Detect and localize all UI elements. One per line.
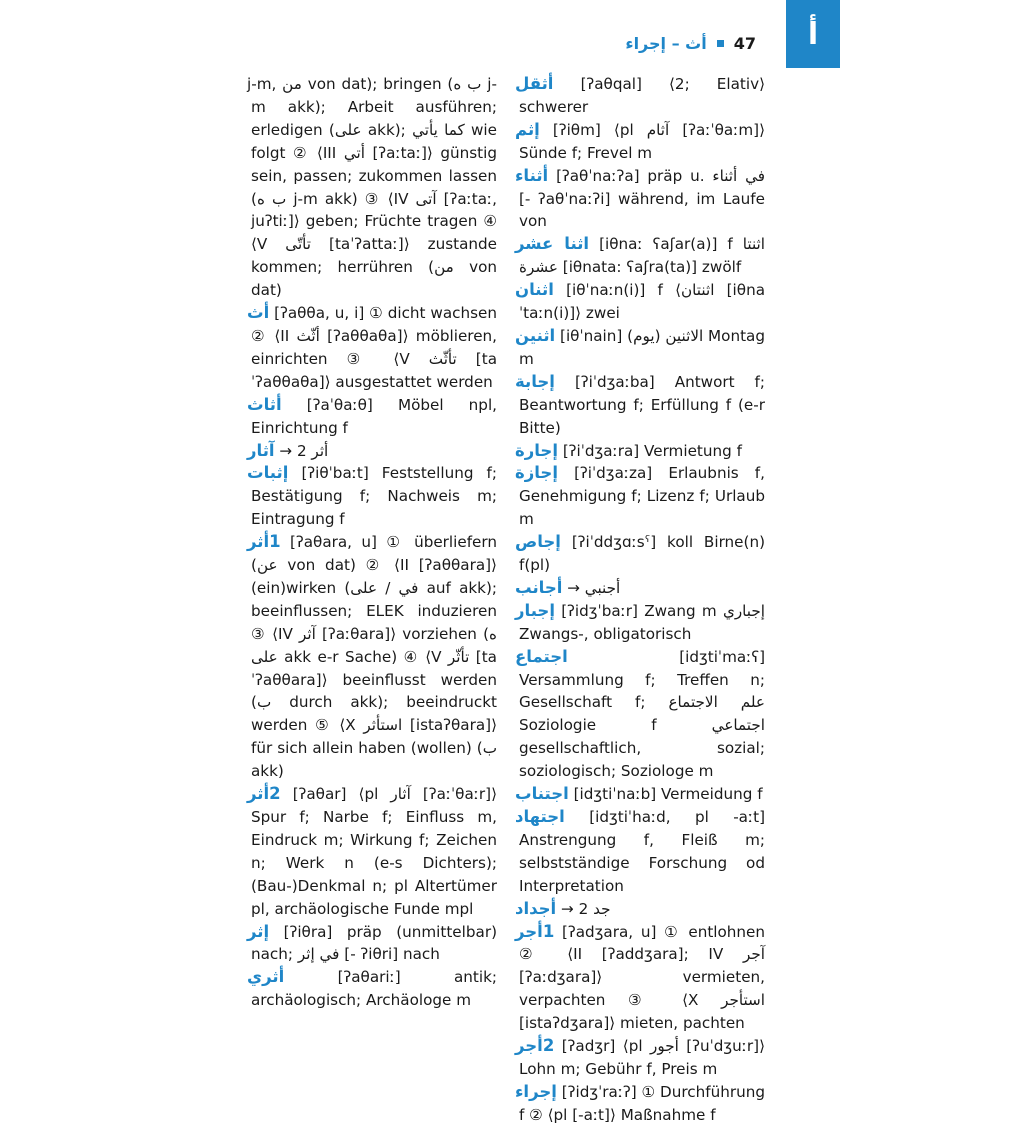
entry-headword: اثنين xyxy=(515,325,556,345)
section-letter: أ xyxy=(807,16,819,52)
entry-headword: أثقل xyxy=(515,74,554,93)
entry-headword: أثري xyxy=(247,967,285,987)
entry-definition: [iθˈnain] (يوم) الاثنين Montag m xyxy=(519,326,765,368)
entry-definition: [iθˈnaːn(i)] f ⟨اثنتان [iθnaˈtaːn(i)]⟩ zwei xyxy=(519,281,766,323)
entry-definition: → أجنبي xyxy=(567,578,621,597)
entry-headword: اجتماع xyxy=(515,646,568,666)
entry-definition: [ʔaθˈnaːʔa] präp u. في أثناء [- ʔaθˈnaːʔi] während, im Laufe von xyxy=(519,166,765,231)
entry-definition: [ʔaθar] ⟨pl آثار [ʔaːˈθaːr]⟩ Spur f; Narbe f; Einfluss m, Eindruck m; Wirkung f; Zeichen n; Werk n (e-s Dichters); (Bau-)Denkmal n; pl Altertümer pl, archäologische Funde mpl xyxy=(251,785,497,918)
entry-headword: اثنا عشر xyxy=(515,234,590,254)
page-number: 47 xyxy=(733,34,756,53)
dictionary-entry xyxy=(515,898,765,921)
entry-headword: اجتهاد xyxy=(515,807,565,826)
dictionary-entry xyxy=(247,302,497,394)
entry-definition: [ʔiθˈbaːt] Feststellung f; Bestätigung f; Nachweis m; Eintragung f xyxy=(251,464,497,529)
entry-headword: أث xyxy=(247,303,270,323)
entry-headword: إثبات xyxy=(247,463,289,483)
dictionary-entry xyxy=(515,325,765,371)
entry-headword: إجارة xyxy=(515,440,558,460)
dictionary-entry xyxy=(515,165,765,234)
right-column xyxy=(515,73,765,1127)
entry-headword: أثناء xyxy=(515,165,549,185)
dictionary-entry xyxy=(515,783,765,806)
entry-definition: [ʔadʒara, u] ① entlohnen ② ⟨II [ʔaddʒara]; IV آجر [ʔaːdʒara]⟩ vermieten, verpachten ③ ⟨X استأجر [istaʔdʒara]⟩ mieten, pachten xyxy=(519,922,766,1033)
dictionary-entry xyxy=(515,1035,765,1081)
entry-headword: إجاص xyxy=(515,532,561,552)
entry-headword: اجتناب xyxy=(515,784,569,804)
dictionary-entry xyxy=(515,462,765,531)
left-column xyxy=(247,73,497,1012)
entry-headword: إجابة xyxy=(515,371,555,391)
entry-headword: أثاث xyxy=(247,394,282,414)
entry-definition: j-m, من von dat); bringen (ب ه j-m akk); Arbeit ausführen; erledigen (على akk); كما يأتي wie folgt ② ⟨III أتي [ʔaːtaː]⟩ günstig sein, passen; zukommen lassen (ب ه j-m akk) ③ ⟨IV آتى [ʔaːtaː, juʔtiː]⟩ geben; Früchte tragen ④ ⟨V تأتّى [taˈʔattaː]⟩ zustande kommen; herrühren (من von dat) xyxy=(247,75,498,300)
entry-headword: 2أجر xyxy=(515,1036,555,1056)
dictionary-entry xyxy=(247,783,497,920)
dictionary-entry xyxy=(515,921,765,1036)
entry-headword: إثم xyxy=(515,119,540,139)
entry-headword: 1أجر xyxy=(515,921,555,941)
entry-definition: [idʒtiˈmaːʕ] Versammlung f; Treffen n; Gesellschaft f; علم الاجتماع Soziologie f اجتماعي gesellschaftlich, sozial; soziologisch; Soziologe m xyxy=(519,647,765,781)
dictionary-entry xyxy=(247,462,497,531)
entry-definition: → جد 2 xyxy=(561,899,611,918)
entry-definition: [ʔiˈddʒɑːsˤ] koll Birne(n) f(pl) xyxy=(519,533,765,575)
dictionary-entry xyxy=(515,531,765,577)
dictionary-entry xyxy=(515,600,765,646)
entry-definition: [idʒtiˈhaːd, pl -aːt] Anstrengung f, Fleiß m; selbstständige Forschung od Interpretation xyxy=(519,808,765,895)
entry-headword: إجبار xyxy=(515,600,555,620)
entry-definition: [ʔiˈdʒaːza] Erlaubnis f, Genehmigung f; Lizenz f; Urlaub m xyxy=(519,464,765,529)
entry-definition: [idʒtiˈnaːb] Vermeidung f xyxy=(573,785,763,804)
entry-definition: → أثر 2 xyxy=(279,441,329,460)
dictionary-entry xyxy=(247,73,497,302)
dictionary-entry xyxy=(515,119,765,165)
dictionary-entry xyxy=(247,394,497,440)
dictionary-entry xyxy=(515,806,765,898)
entry-definition: [ʔadʒr] ⟨pl أجور [ʔuˈdʒuːr]⟩ Lohn m; Gebühr f, Preis m xyxy=(519,1037,765,1078)
dictionary-entry xyxy=(247,921,497,967)
entry-definition: [ʔiˈdʒaːra] Vermietung f xyxy=(562,441,742,460)
entry-definition: [ʔidʒˈraːʔ] ① Durchführung f ② ⟨pl [-aːt]⟩ Maßnahme f xyxy=(519,1082,765,1124)
dictionary-entry xyxy=(515,279,765,325)
dictionary-entry xyxy=(247,531,497,783)
section-letter-tab xyxy=(786,0,840,68)
running-header xyxy=(625,34,756,53)
entry-definition: [ʔiθm] ⟨pl آثام [ʔaːˈθaːm]⟩ Sünde f; Frevel m xyxy=(519,120,765,162)
guide-words: أث – إجراء xyxy=(625,34,707,53)
dictionary-entry xyxy=(247,440,497,463)
dictionary-entry xyxy=(515,73,765,119)
entry-definition: [ʔiˈdʒaːba] Antwort f; Beantwortung f; Erfüllung f (e-r Bitte) xyxy=(519,372,766,437)
entry-definition: [ʔaθθa, u, i] ① dicht wachsen ② ⟨II أثّث [ʔaθθaθa]⟩ möblieren, einrichten ③ ⟨V تأثّث [taˈʔaθθaθa]⟩ ausgestattet werden xyxy=(251,304,498,391)
entry-headword: أجداد xyxy=(515,898,557,918)
entry-headword: أجانب xyxy=(515,577,563,597)
entry-headword: إجراء xyxy=(515,1081,557,1101)
dictionary-entry xyxy=(515,440,765,463)
entry-definition: [ʔaˈθaːθ] Möbel npl, Einrichtung f xyxy=(251,395,497,437)
dictionary-entry xyxy=(515,1081,765,1127)
entry-headword: 1أثر xyxy=(247,532,281,552)
entry-definition: [ʔaθara, u] ① überliefern (عن von dat) ② ⟨II [ʔaθθara]⟩ (ein)wirken (في / على auf akk); beeinflussen; ELEK induzieren ③ ⟨IV آثر [ʔaːθara]⟩ vorziehen (ه على akk e-r Sache) ④ ⟨V تأثّر [taˈʔaθθara]⟩ beeinflusst werden (ب durch akk); beeindruckt werden ⑤ ⟨X استأثر [istaʔθara]⟩ für sich allein haben (wollen) (ب akk) xyxy=(251,533,498,781)
dictionary-entry xyxy=(515,646,765,783)
dictionary-entry xyxy=(515,577,765,600)
entry-definition: [ʔidʒˈbaːr] Zwang m إجباري Zwangs-, obligatorisch xyxy=(519,601,765,643)
entry-headword: آثار xyxy=(247,440,275,460)
entry-headword: إثر xyxy=(247,921,270,941)
entry-headword: إجازة xyxy=(515,463,558,483)
entry-definition: [ʔiθra] präp (unmittelbar) nach; في إثر [- ʔiθri] nach xyxy=(251,922,497,964)
entry-definition: [iθnaː ʕaʃar(a)] f اثنتا عشرة [iθnata: ʕaʃra(ta)] zwölf xyxy=(519,235,766,277)
entry-definition: [ʔaθqal] ⟨2; Elativ⟩ schwerer xyxy=(519,75,766,116)
entry-headword: اثنان xyxy=(515,280,554,300)
entry-headword: 2أثر xyxy=(247,784,281,804)
dictionary-entry xyxy=(515,371,765,440)
entry-definition: [ʔaθariː] antik; archäologisch; Archäologe m xyxy=(251,968,498,1010)
header-bullet xyxy=(717,40,724,47)
dictionary-entry xyxy=(515,233,765,279)
dictionary-entry xyxy=(247,966,497,1012)
